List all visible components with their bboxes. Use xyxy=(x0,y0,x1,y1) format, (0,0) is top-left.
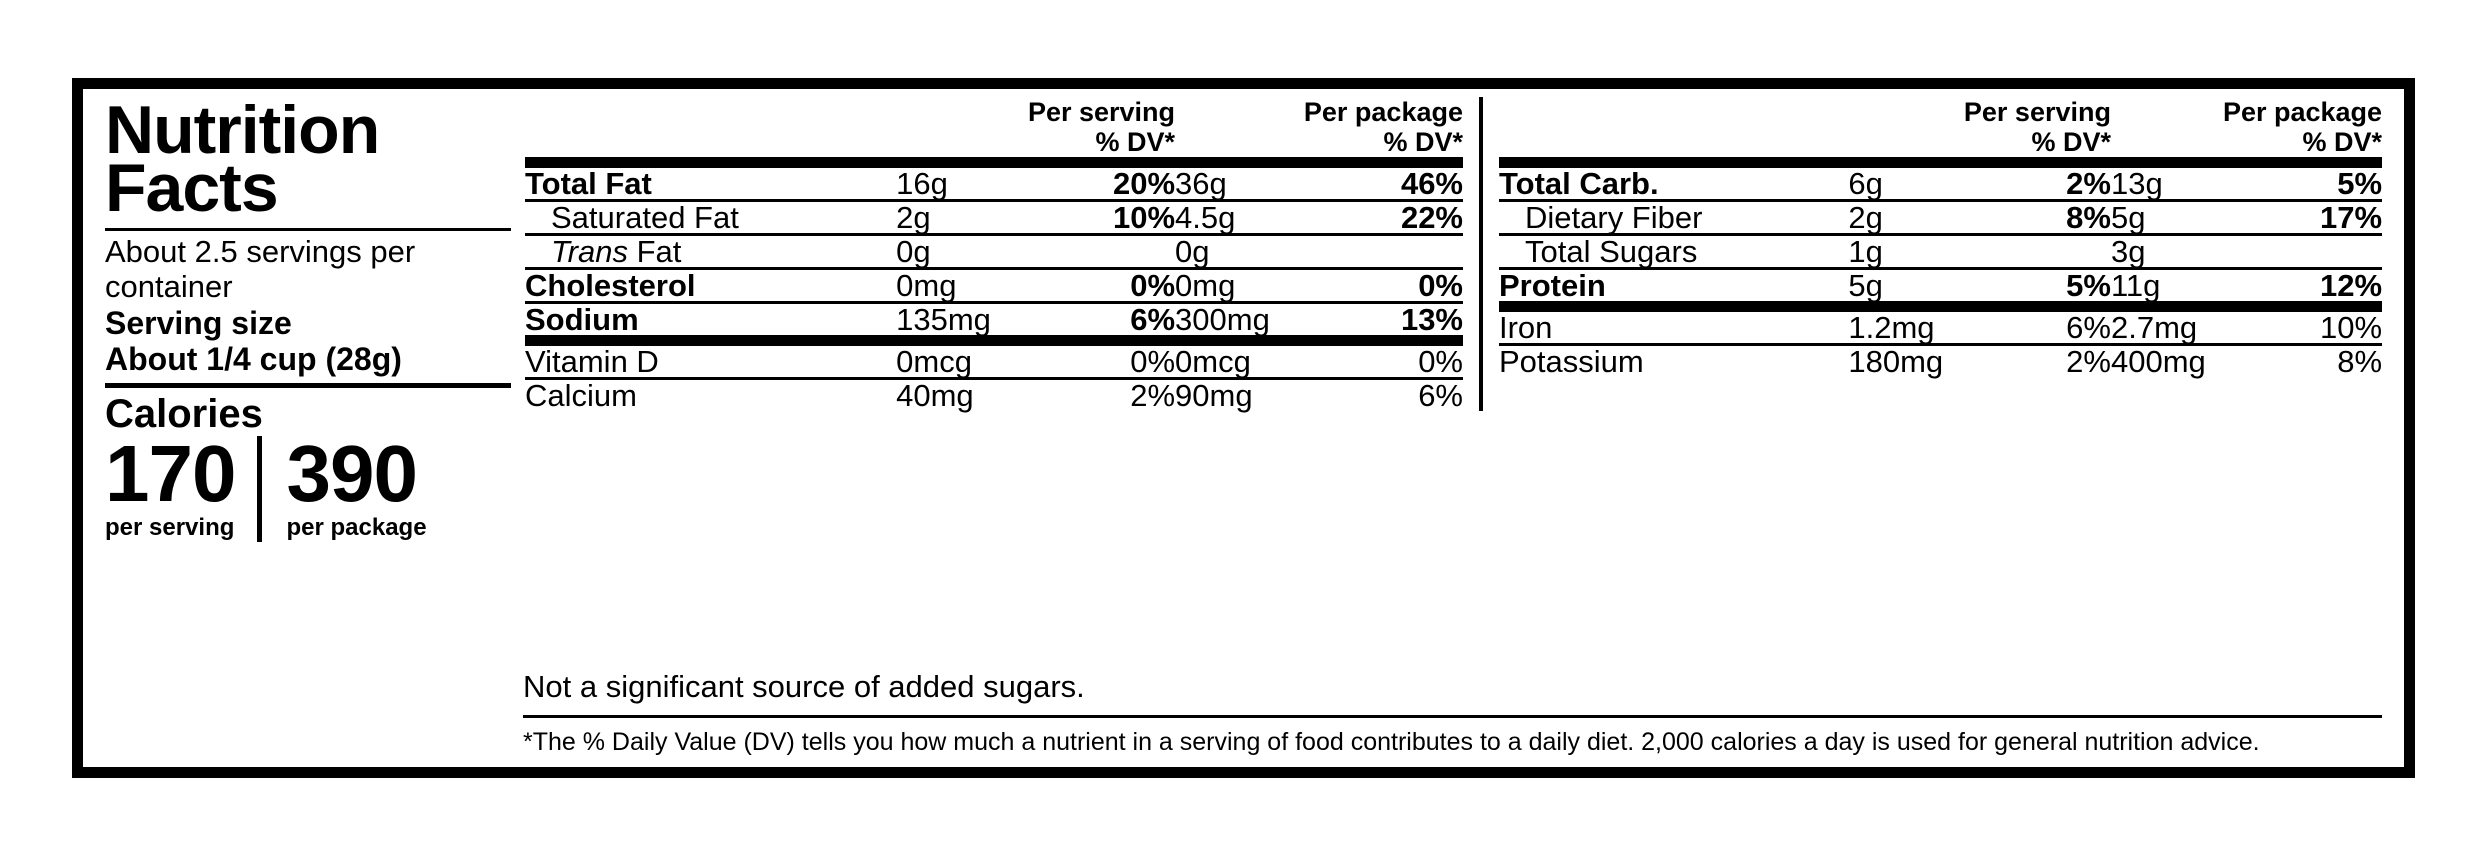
table-row xyxy=(1499,201,2382,235)
nutrient-name: Dietary Fiber xyxy=(1499,201,1848,235)
divider-after-serving-size xyxy=(105,383,511,388)
table-row xyxy=(1499,345,2382,378)
nutrient-package-dv xyxy=(2246,235,2382,269)
nutrient-table-left xyxy=(525,97,1483,414)
nutrient-table-right xyxy=(1483,97,2383,380)
nutrient-serving-dv: 2% xyxy=(1130,378,1176,414)
nutrient-package-amount: 36g xyxy=(1175,163,1319,201)
nutrient-serving-dv: 10% xyxy=(1031,201,1175,235)
nutrient-package-amount: 90mg xyxy=(1175,378,1253,414)
table-row xyxy=(1499,307,2382,345)
nutrient-name: Saturated Fat xyxy=(525,201,896,235)
nutrient-package-dv: 22% xyxy=(1319,201,1463,235)
nutrient-package-amount: 400mg xyxy=(2110,344,2206,380)
nutrient-serving-dv: 6% xyxy=(1031,303,1175,341)
nutrient-package-amount: 3g xyxy=(2111,235,2247,269)
footnote-daily-value: *The % Daily Value (DV) tells you how much a nutrient in a serving of food contributes to a daily diet. 2,000 calories a day is used for general nutrition advice. xyxy=(523,728,2260,756)
table-row xyxy=(1499,163,2382,201)
header-per-serving-right-l2: % DV* xyxy=(2031,127,2111,158)
nutrient-package-dv: 46% xyxy=(1319,163,1463,201)
header-per-serving-left xyxy=(896,97,1175,163)
table-row xyxy=(1499,269,2382,307)
serving-size-label: Serving size xyxy=(105,305,292,342)
table-row xyxy=(525,269,1463,303)
nutrient-name: Total Carb. xyxy=(1499,163,1848,201)
table-left-header-row xyxy=(525,97,1463,163)
nutrient-serving-amount: 2g xyxy=(1848,201,1975,235)
header-per-package-left xyxy=(1175,97,1463,163)
nutrient-serving-amount: 6g xyxy=(1848,163,1975,201)
nutrient-serving-dv xyxy=(1975,235,2111,269)
calories-per-serving-caption: per serving xyxy=(105,513,235,541)
calories-per-package-value: 390 xyxy=(286,428,417,518)
nutrient-serving-amount: 135mg xyxy=(896,303,1031,341)
table-row xyxy=(525,235,1463,269)
label-top-area xyxy=(105,92,2383,661)
nutrient-serving-amount: 1.2mg xyxy=(1848,307,1975,345)
header-per-package-right xyxy=(2111,97,2382,163)
table-row xyxy=(525,163,1463,201)
header-per-serving-right-l1: Per serving xyxy=(1963,97,2111,127)
header-per-serving-left-l1: Per serving xyxy=(1027,97,1176,127)
nutrient-name: Cholesterol xyxy=(525,269,896,303)
calories-per-serving-value: 170 xyxy=(105,428,236,518)
nutrient-serving-dv: 5% xyxy=(1975,269,2111,307)
table-row xyxy=(1499,235,2382,269)
footnote-area xyxy=(105,661,2382,757)
divider-after-title xyxy=(105,228,511,231)
nutrient-package-dv: 10% xyxy=(2246,307,2382,345)
nutrient-package-amount: 300mg xyxy=(1175,303,1319,341)
nutrient-name: Trans Fat xyxy=(525,235,896,269)
nutrient-package-dv: 8% xyxy=(2337,344,2383,380)
header-per-package-right-l2: % DV* xyxy=(2302,127,2383,158)
nutrient-name: Sodium xyxy=(525,303,896,341)
nutrient-serving-dv: 20% xyxy=(1031,163,1175,201)
header-per-package-left-l1: Per package xyxy=(1303,97,1463,127)
table-row xyxy=(525,379,1463,412)
nutrient-package-amount: 13g xyxy=(2111,163,2247,201)
header-per-serving-right xyxy=(1848,97,2111,163)
nutrient-name: Iron xyxy=(1499,307,1848,345)
calories-per-package-caption: per package xyxy=(286,513,427,541)
nutrient-package-amount: 2.7mg xyxy=(2111,307,2247,345)
header-per-package-left-l2: % DV* xyxy=(1383,127,1463,158)
nutrient-serving-amount: 180mg xyxy=(1848,344,1944,380)
nutrient-serving-dv: 2% xyxy=(2066,344,2111,380)
nutrient-serving-amount: 40mg xyxy=(896,378,974,414)
table-row xyxy=(525,341,1463,379)
nutrient-name: Vitamin D xyxy=(525,341,896,379)
nutrient-serving-amount: 5g xyxy=(1848,269,1975,307)
label-title xyxy=(105,92,511,227)
nutrient-name: Potassium xyxy=(1499,344,1644,380)
table-row xyxy=(525,303,1463,341)
calories-per-serving-block xyxy=(105,428,236,542)
nutrient-serving-amount: 0mcg xyxy=(896,341,1031,379)
footnote-added-sugars: Not a significant source of added sugars. xyxy=(523,661,2382,718)
nutrient-package-dv: 17% xyxy=(2246,201,2382,235)
nutrient-package-dv: 12% xyxy=(2246,269,2382,307)
nutrient-serving-dv: 8% xyxy=(1975,201,2111,235)
nutrient-serving-amount: 16g xyxy=(896,163,1031,201)
nutrient-name: Calcium xyxy=(525,378,637,414)
calories-per-package-block xyxy=(257,428,427,542)
nutrient-serving-dv: 0% xyxy=(1031,341,1175,379)
nutrient-package-dv: 5% xyxy=(2246,163,2382,201)
nutrient-name: Total Sugars xyxy=(1499,235,1848,269)
serving-info-panel xyxy=(105,92,525,542)
nutrient-serving-amount: 1g xyxy=(1848,235,1975,269)
nutrient-name: Total Fat xyxy=(525,163,896,201)
nutrient-name: Protein xyxy=(1499,269,1848,307)
table-row xyxy=(525,201,1463,235)
label-title-line1: Nutrition xyxy=(105,92,380,168)
nutrient-package-amount: 0mcg xyxy=(1175,341,1319,379)
nutrient-package-amount: 0mg xyxy=(1175,269,1319,303)
nutrient-serving-amount: 0mg xyxy=(896,269,1031,303)
nutrient-package-dv xyxy=(1319,235,1463,269)
nutrition-facts-label xyxy=(72,78,2415,778)
nutrient-serving-dv: 2% xyxy=(1975,163,2111,201)
label-title-line2: Facts xyxy=(105,150,278,227)
nutrient-package-dv: 13% xyxy=(1319,303,1463,341)
nutrient-serving-dv: 6% xyxy=(1975,307,2111,345)
trans-fat-italic: Trans xyxy=(551,234,628,270)
nutrient-serving-dv xyxy=(1031,235,1175,269)
calories-values-row xyxy=(105,428,511,542)
nutrient-package-dv: 0% xyxy=(1319,269,1463,303)
table-right-header-row xyxy=(1499,97,2382,163)
nutrient-tables xyxy=(525,97,2383,414)
nutrient-serving-dv: 0% xyxy=(1031,269,1175,303)
nutrient-serving-amount: 0g xyxy=(896,235,1031,269)
header-per-serving-left-l2: % DV* xyxy=(1095,127,1176,158)
nutrient-package-amount: 0g xyxy=(1175,235,1319,269)
servings-per-container: About 2.5 servings per container xyxy=(105,233,416,304)
nutrient-package-amount: 4.5g xyxy=(1175,201,1319,235)
nutrient-serving-amount: 2g xyxy=(896,201,1031,235)
nutrient-package-amount: 5g xyxy=(2111,201,2247,235)
calories-label: Calories xyxy=(105,391,263,436)
nutrient-package-dv: 6% xyxy=(1418,378,1463,414)
header-per-package-right-l1: Per package xyxy=(2222,97,2383,127)
nutrient-package-amount: 11g xyxy=(2111,269,2247,307)
serving-size-value: About 1/4 cup (28g) xyxy=(105,340,402,377)
nutrient-package-dv: 0% xyxy=(1319,341,1463,379)
